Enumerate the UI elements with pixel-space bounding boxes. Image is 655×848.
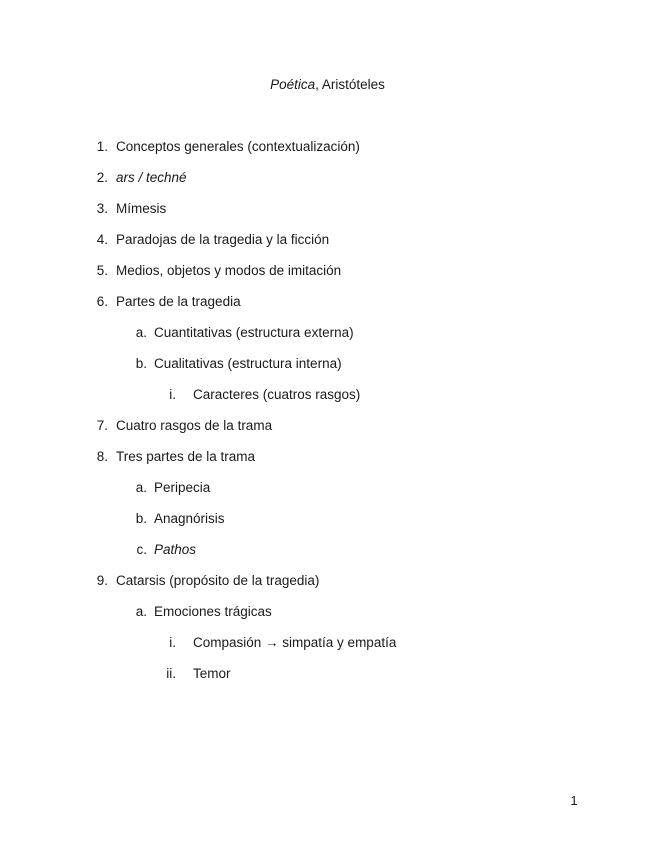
item-text: Caracteres (cuatros rasgos) bbox=[193, 387, 361, 402]
item-text: Pathos bbox=[154, 542, 197, 557]
item-text: ars / techné bbox=[116, 170, 187, 185]
title-work: Poética bbox=[270, 77, 316, 92]
outline-item bbox=[0, 169, 655, 200]
item-text: Temor bbox=[193, 666, 231, 681]
item-text: Peripecia bbox=[154, 480, 211, 495]
outline-subsubitem bbox=[0, 634, 655, 665]
item-marker: i. bbox=[169, 635, 176, 650]
outline-item bbox=[0, 293, 655, 324]
item-marker: 9. bbox=[96, 573, 108, 588]
item-marker: b. bbox=[135, 356, 147, 371]
item-marker: a. bbox=[135, 604, 147, 619]
outline-subitem bbox=[0, 510, 655, 541]
outline-item bbox=[0, 572, 655, 603]
item-text: Medios, objetos y modos de imitación bbox=[116, 263, 342, 278]
outline-subitem bbox=[0, 541, 655, 572]
item-text: Cualitativas (estructura interna) bbox=[154, 356, 342, 371]
item-marker: 2. bbox=[96, 170, 108, 185]
item-text: Cuantitativas (estructura externa) bbox=[154, 325, 354, 340]
item-marker: a. bbox=[135, 480, 147, 495]
outline-item bbox=[0, 231, 655, 262]
item-marker: ii. bbox=[166, 666, 176, 681]
item-text: Conceptos generales (contextualización) bbox=[116, 139, 360, 154]
item-marker: 5. bbox=[96, 263, 108, 278]
item-text: Compasión → simpatía y empatía bbox=[193, 635, 397, 650]
outline-subitem bbox=[0, 355, 655, 386]
outline-subsubitem bbox=[0, 665, 655, 696]
document-title bbox=[0, 76, 655, 94]
outline-item bbox=[0, 138, 655, 169]
item-text: Catarsis (propósito de la tragedia) bbox=[116, 573, 320, 588]
outline-item bbox=[0, 417, 655, 448]
item-marker: i. bbox=[169, 387, 176, 402]
item-text: Emociones trágicas bbox=[154, 604, 272, 619]
outline-subitem bbox=[0, 324, 655, 355]
item-text: Tres partes de la trama bbox=[116, 449, 256, 464]
item-marker: a. bbox=[135, 325, 147, 340]
title-author: , Aristóteles bbox=[315, 77, 385, 92]
page-number: 1 bbox=[570, 793, 578, 808]
outline-subsubitem bbox=[0, 386, 655, 417]
outline-list bbox=[0, 138, 655, 696]
item-text: Mímesis bbox=[116, 201, 167, 216]
item-marker: 1. bbox=[96, 139, 108, 154]
item-marker: 3. bbox=[96, 201, 108, 216]
item-marker: c. bbox=[136, 542, 147, 557]
item-text: Paradojas de la tragedia y la ficción bbox=[116, 232, 330, 247]
item-marker: 4. bbox=[96, 232, 108, 247]
item-marker: 8. bbox=[96, 449, 108, 464]
item-marker: 7. bbox=[96, 418, 108, 433]
item-text: Anagnórisis bbox=[154, 511, 225, 526]
item-marker: 6. bbox=[96, 294, 108, 309]
outline-subitem bbox=[0, 479, 655, 510]
outline-item bbox=[0, 448, 655, 479]
item-marker: b. bbox=[135, 511, 147, 526]
item-text: Cuatro rasgos de la trama bbox=[116, 418, 273, 433]
outline-subitem bbox=[0, 603, 655, 634]
item-text: Partes de la tragedia bbox=[116, 294, 241, 309]
outline-item bbox=[0, 262, 655, 293]
outline-item bbox=[0, 200, 655, 231]
